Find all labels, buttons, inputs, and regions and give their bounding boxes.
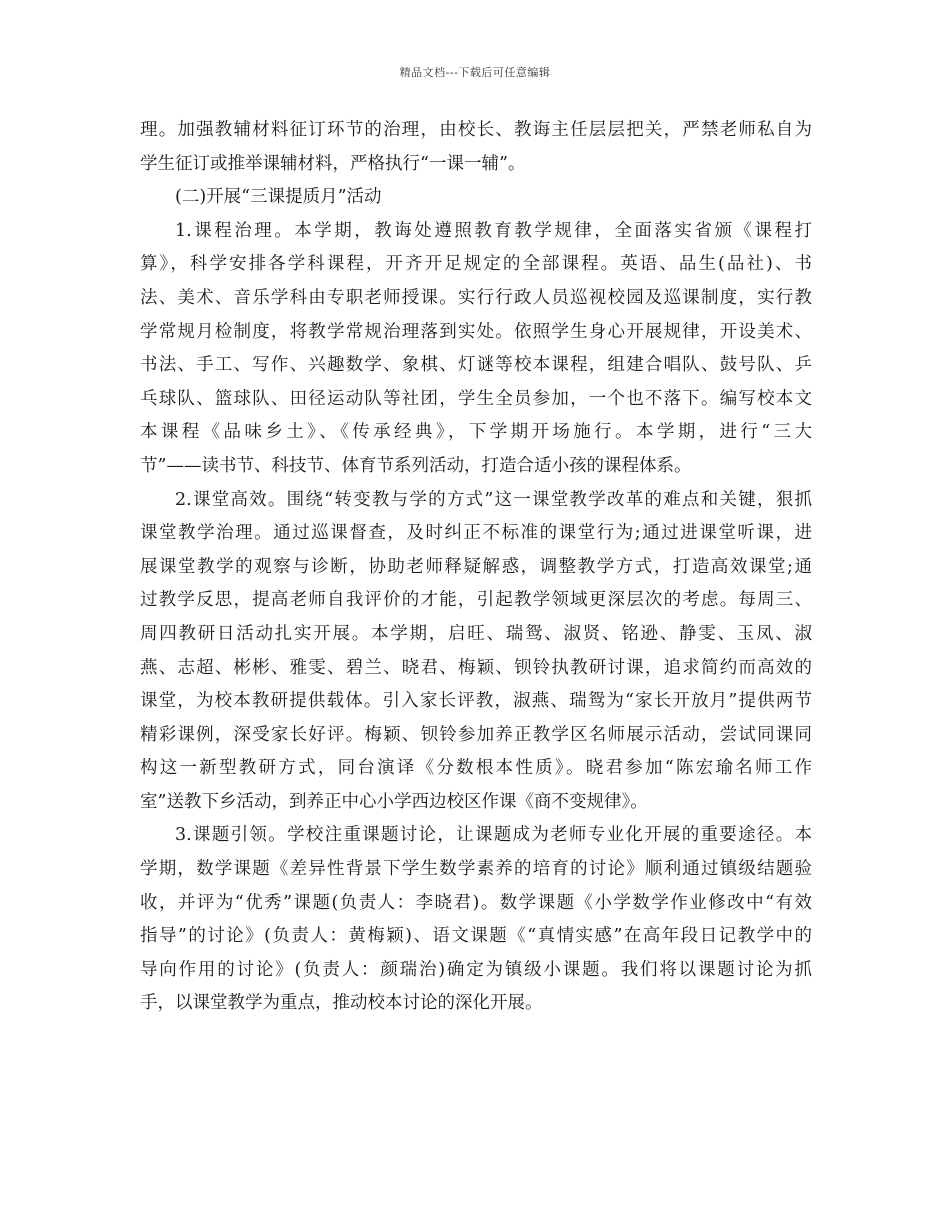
text-line: 指导”的讨论》(负责人：黄梅颖)、语文课题《“真情实感”在高年段日记教学中的 bbox=[140, 926, 812, 947]
page-header: 精品文档---下载后可任意编辑 bbox=[399, 66, 551, 79]
text-line: 2.课堂高效。围绕“转变教与学的方式”这一课堂教学改革的难点和关键，狠抓 bbox=[175, 489, 812, 510]
text-line: 学期，数学课题《差异性背景下学生数学素养的培育的讨论》顺利通过镇级结题验 bbox=[140, 859, 812, 880]
text-line: 3.课题引领。学校注重课题讨论，让课题成为老师专业化开展的重要途径。本 bbox=[175, 825, 812, 846]
text-line: 本课程《品味乡土》、《传承经典》，下学期开场施行。本学期，进行“三大 bbox=[140, 422, 812, 443]
text-line: 过教学反思，提高老师自我评价的才能，引起教学领域更深层次的考虑。每周三、 bbox=[140, 590, 812, 611]
text-line: 展课堂教学的观察与诊断，协助老师释疑解惑，调整教学方式，打造高效课堂;通 bbox=[140, 556, 812, 577]
text-line: 课堂教学治理。通过巡课督查，及时纠正不标准的课堂行为;通过进课堂听课，进 bbox=[140, 523, 812, 544]
text-line: 燕、志超、彬彬、雅雯、碧兰、晓君、梅颖、钡铃执教研讨课，追求简约而高效的 bbox=[140, 657, 812, 678]
text-line: 手，以课堂教学为重点，推动校本讨论的深化开展。 bbox=[140, 993, 543, 1014]
text-line: (二)开展“三课提质月”活动 bbox=[175, 187, 382, 208]
text-line: 乓球队、篮球队、田径运动队等社团，学生全员参加，一个也不落下。编写校本文 bbox=[140, 388, 812, 409]
text-line: 法、美术、音乐学科由专职老师授课。实行行政人员巡视校园及巡课制度，实行教 bbox=[140, 287, 812, 308]
document-body bbox=[140, 114, 812, 1021]
text-line: 节”——读书节、科技节、体育节系列活动，打造合适小孩的课程体系。 bbox=[140, 455, 692, 476]
text-line: 学生征订或推举课辅材料，严格执行“一课一辅”。 bbox=[140, 153, 526, 174]
text-line: 室”送教下乡活动，到养正中心小学西边校区作课《商不变规律》。 bbox=[140, 791, 648, 812]
text-line: 构这一新型教研方式，同台演译《分数根本性质》。晓君参加“陈宏瑜名师工作 bbox=[140, 758, 812, 779]
text-line: 1.课程治理。本学期，教诲处遵照教育教学规律，全面落实省颁《课程打 bbox=[175, 220, 812, 241]
text-line: 学常规月检制度，将教学常规治理落到实处。依照学生身心开展规律，开设美术、 bbox=[140, 321, 812, 342]
text-line: 导向作用的讨论》(负责人：颜瑞治)确定为镇级小课题。我们将以课题讨论为抓 bbox=[140, 959, 812, 980]
text-line: 收，并评为“优秀”课题(负责人：李晓君)。数学课题《小学数学作业修改中“有效 bbox=[140, 892, 812, 913]
text-line: 精彩课例，深受家长好评。梅颖、钡铃参加养正教学区名师展示活动，尝试同课同 bbox=[140, 724, 812, 745]
text-line: 算》，科学安排各学科课程，开齐开足规定的全部课程。英语、品生(品社)、书 bbox=[140, 254, 812, 275]
text-line: 周四教研日活动扎实开展。本学期，启旺、瑞鸳、淑贤、铭逊、静雯、玉凤、淑 bbox=[140, 623, 812, 644]
text-line: 书法、手工、写作、兴趣数学、象棋、灯谜等校本课程，组建合唱队、鼓号队、乒 bbox=[140, 355, 812, 376]
text-line: 课堂，为校本教研提供载体。引入家长评教，淑燕、瑞鸳为“家长开放月”提供两节 bbox=[140, 691, 812, 712]
text-line: 理。加强教辅材料征订环节的治理，由校长、教诲主任层层把关，严禁老师私自为 bbox=[140, 120, 812, 140]
